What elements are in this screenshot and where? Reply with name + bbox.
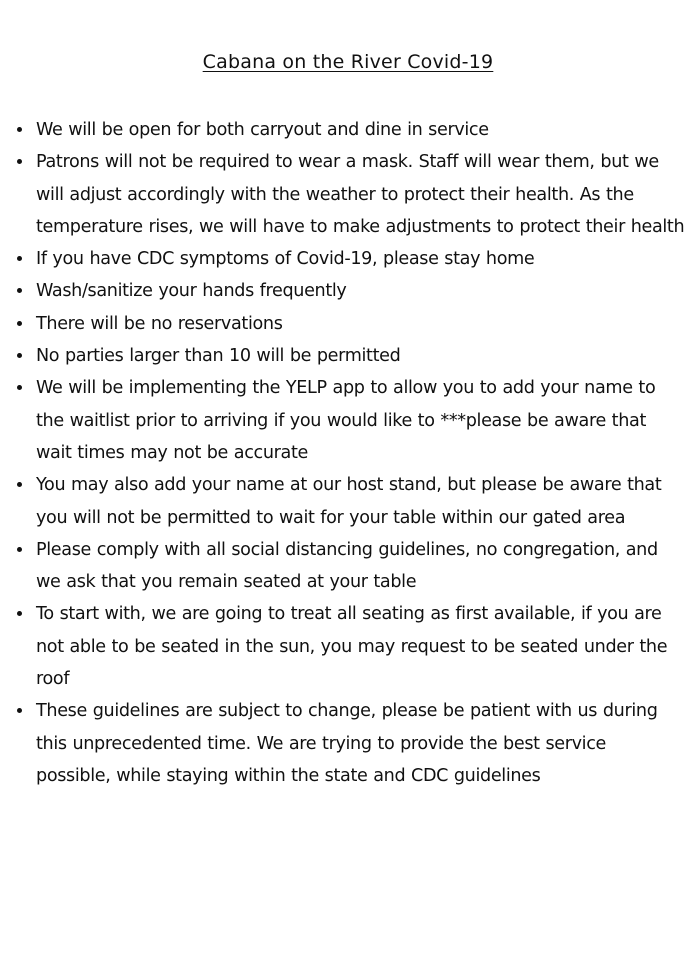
bullet-icon [17,321,22,326]
guideline-item-symptoms [14,243,686,275]
guideline-item-open-service [14,114,686,146]
bullet-icon [17,127,22,132]
bullet-icon [17,385,22,390]
guideline-item-hands [14,275,686,307]
bullet-icon [17,547,22,552]
guideline-text: Wash/sanitize your hands frequently [36,281,347,302]
guideline-text: We will be open for both carryout and dine in service [36,120,489,140]
bullet-icon [17,708,22,713]
guideline-item-host-stand [14,469,686,534]
guideline-text: We will be implementing the YELP app to allow you to add your name to the waitlist prior to arriving if you would like to ***please be aware that wait times may not be accurate [36,378,656,463]
guideline-text: No parties larger than 10 will be permitted [36,346,401,367]
bullet-icon [17,159,22,164]
guideline-item-yelp-waitlist [14,372,686,469]
guideline-item-party-size [14,340,686,372]
guideline-text: Patrons will not be required to wear a mask. Staff will wear them, but we will adjust accordingly with the weather to protect their health. As the temperature rises, we will have to make adjustments to protect their health [36,152,685,237]
bullet-icon [17,256,22,261]
guideline-text: If you have CDC symptoms of Covid-19, please stay home [36,249,535,270]
bullet-icon [17,482,22,487]
document-title-container [0,50,696,74]
bullet-icon [17,288,22,293]
guideline-text: Please comply with all social distancing guidelines, no congregation, and we ask that you remain seated at your table [36,539,658,593]
guideline-text: To start with, we are going to treat all seating as first available, if you are not able to be seated in the sun, you may request to be seated under the roof [36,604,668,690]
guideline-item-subject-to-change [14,695,686,792]
guideline-text: There will be no reservations [36,313,283,334]
guideline-item-reservations [14,308,686,340]
guidelines-list [14,114,686,792]
guideline-text: These guidelines are subject to change, please be patient with us during this unprecedented time. We are trying to provide the best service possible, while staying within the state and CDC guidelines [36,701,658,786]
bullet-icon [17,611,22,616]
guideline-text: You may also add your name at our host stand, but please be aware that you will not be permitted to wait for your table within our gated area [36,475,662,528]
guideline-item-masks [14,146,686,243]
guideline-item-social-distancing [14,534,686,599]
bullet-icon [17,353,22,358]
document-title: Cabana on the River Covid-19 [202,51,494,73]
guideline-item-seating [14,598,686,695]
